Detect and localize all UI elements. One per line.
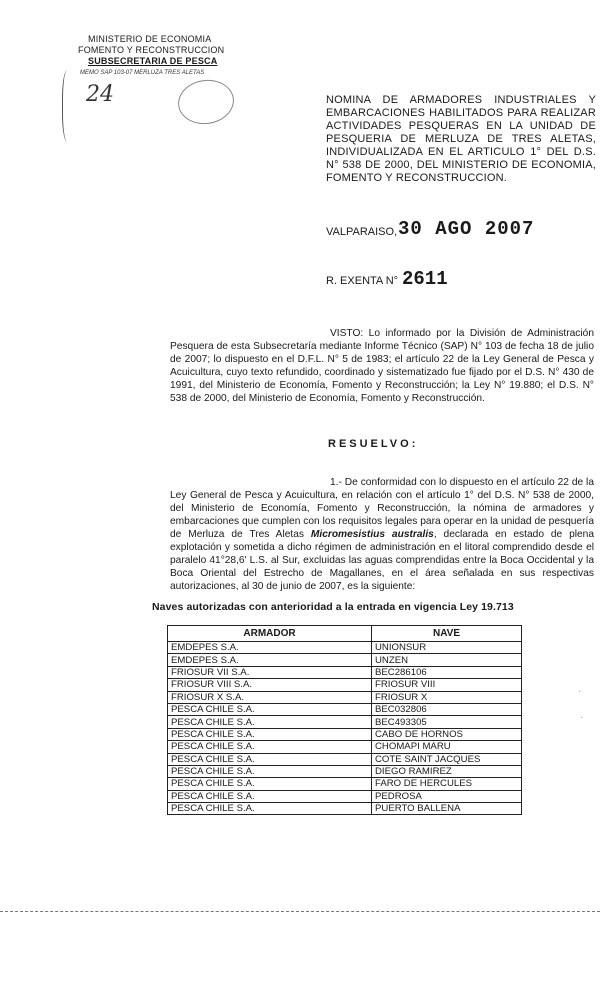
nave-cell: PUERTO BALLENA (372, 803, 522, 815)
nave-cell: BEC286106 (372, 666, 522, 678)
table-row (168, 753, 522, 765)
nave-cell: COTE SAINT JACQUES (372, 753, 522, 765)
table-row (168, 716, 522, 728)
nave-cell: UNIONSUR (372, 642, 522, 654)
armador-cell: EMDEPES S.A. (168, 654, 372, 666)
nave-cell: CHOMAPI MARU (372, 741, 522, 753)
armador-cell: PESCA CHILE S.A. (168, 778, 372, 790)
table-row (168, 642, 522, 654)
table-row (168, 703, 522, 715)
armador-cell: PESCA CHILE S.A. (168, 753, 372, 765)
paragraph-1-text-after: , declarada en estado de plena explotación y sometida a dicho régimen de administración en el litoral comprendido desde el paralelo 41°28,6' L.S. al Sur, excluidas las aguas comprendidas entre la Boca Occidental y la Boca Oriental del Estrecho de Magallanes, en el área señalada en sus respectivas autorizaciones, al 30 de junio de 2007, es la siguiente: (170, 529, 595, 592)
document-title: NOMINA DE ARMADORES INDUSTRIALES Y EMBARCACIONES HABILITADOS PARA REALIZAR ACTIVIDADES PESQUERAS EN LA UNIDAD DE PESQUERIA DE MERLUZA DE TRES ALETAS, INDIVIDUALIZADA EN EL ARTICULO 1° DEL D.S. N° 538 DE 2000, DEL MINISTERIO DE ECONOMIA, FOMENTO Y RECONSTRUCCION. (326, 94, 596, 184)
vessel-table (167, 625, 522, 815)
table-row (168, 679, 522, 691)
nave-cell: PEDROSA (372, 790, 522, 802)
column-header-nave: NAVE (372, 626, 522, 642)
ministry-name: MINISTERIO DE ECONOMIA (88, 34, 212, 44)
resolution-number: 2611 (402, 268, 448, 290)
place-label: VALPARAISO, (326, 226, 398, 238)
table-row (168, 691, 522, 703)
armador-cell: FRIOSUR VII S.A. (168, 666, 372, 678)
table-row (168, 741, 522, 753)
armador-cell: PESCA CHILE S.A. (168, 716, 372, 728)
nave-cell: BEC032806 (372, 703, 522, 715)
margin-scan-mark: · (580, 712, 584, 723)
nave-cell: FRIOSUR X (372, 691, 522, 703)
armador-cell: PESCA CHILE S.A. (168, 728, 372, 740)
table-row (168, 666, 522, 678)
resolution-label: R. EXENTA N° (326, 275, 399, 287)
armador-cell: PESCA CHILE S.A. (168, 741, 372, 753)
ministry-subtitle: FOMENTO Y RECONSTRUCCION (78, 45, 225, 55)
margin-bracket (62, 70, 75, 142)
table-row (168, 765, 522, 777)
handwritten-number: 24 (86, 82, 114, 107)
table-header-row (168, 626, 522, 642)
nave-cell: FRIOSUR VIII (372, 679, 522, 691)
armador-cell: FRIOSUR VIII S.A. (168, 679, 372, 691)
column-header-armador: ARMADOR (168, 626, 372, 642)
nave-cell: UNZEN (372, 654, 522, 666)
armador-cell: EMDEPES S.A. (168, 642, 372, 654)
table-row (168, 778, 522, 790)
memo-reference: MEMO SAP 103-07 MERLUZA TRES ALETAS (80, 70, 205, 76)
table-row (168, 728, 522, 740)
armador-cell: PESCA CHILE S.A. (168, 803, 372, 815)
table-row (168, 803, 522, 815)
species-name: Micromesistius australis (310, 529, 434, 540)
resolution-paragraph-1 (170, 476, 594, 593)
office-stamp (175, 76, 237, 127)
armador-cell: FRIOSUR X S.A. (168, 691, 372, 703)
armador-cell: PESCA CHILE S.A. (168, 703, 372, 715)
subsecretaria-name: SUBSECRETARIA DE PESCA (88, 56, 218, 66)
armador-cell: PESCA CHILE S.A. (168, 765, 372, 777)
table-row (168, 654, 522, 666)
date-stamp: 30 AGO 2007 (398, 218, 535, 240)
paragraph-1-text-before: 1.- De conformidad con lo dispuesto en el artículo 22 de la Ley General de Pesca y Acuicultura, en relación con el artículo 1° del D.S. N° 538 de 2000, del Ministerio de Economía, Fomento y Reconstrucción, la nómina de armadores y embarcaciones que cumplen con los requisitos legales para operar en la unidad de pesquería de Merluza de Tres Aletas (170, 477, 594, 540)
nave-cell: BEC493305 (372, 716, 522, 728)
nave-cell: FARO DE HERCULES (372, 778, 522, 790)
visto-paragraph: VISTO: Lo informado por la División de Administración Pesquera de esta Subsecretaría mediante Informe Técnico (SAP) N° 103 de fecha 18 de julio de 2007; lo dispuesto en el D.F.L. N° 5 de 1983; el artículo 22 de la Ley General de Pesca y Acuicultura, cuyo texto refundido, coordinado y sistematizado fue fijado por el D.S. N° 430 de 1991, del Ministerio de Economía, Fomento y Reconstrucción; la Ley N° 19.880; el D.S. N° 538 de 2000, del Ministerio de Economía, Fomento y Reconstrucción. (170, 328, 594, 404)
armador-cell: PESCA CHILE S.A. (168, 790, 372, 802)
page-fold-line (0, 911, 600, 912)
nave-cell: CABO DE HORNOS (372, 728, 522, 740)
margin-scan-mark: · (578, 686, 582, 697)
table-caption: Naves autorizadas con anterioridad a la entrada en vigencia Ley 19.713 (152, 601, 514, 613)
nave-cell: DIEGO RAMIREZ (372, 765, 522, 777)
resuelvo-heading: RESUELVO: (328, 438, 419, 450)
table-row (168, 790, 522, 802)
